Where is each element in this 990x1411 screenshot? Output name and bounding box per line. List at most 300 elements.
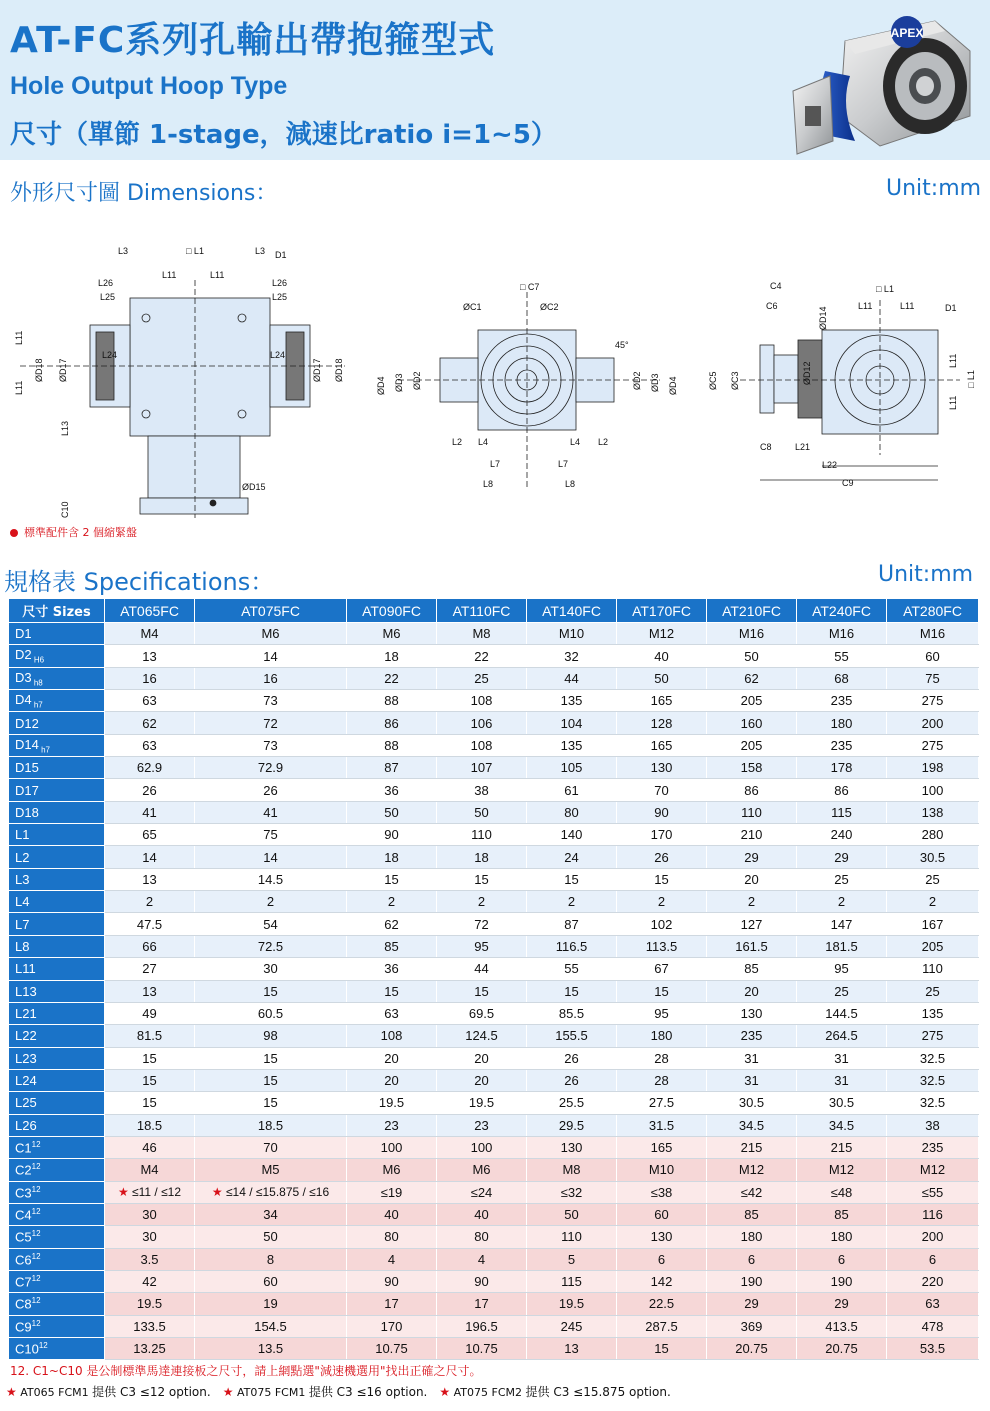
table-cell: 235 bbox=[797, 734, 887, 756]
table-cell: 29.5 bbox=[527, 1114, 617, 1136]
table-cell: 60 bbox=[887, 645, 979, 667]
table-cell: 15 bbox=[195, 1047, 347, 1069]
table-cell: 2 bbox=[707, 891, 797, 913]
table-cell: 240 bbox=[797, 824, 887, 846]
table-cell: 170 bbox=[617, 824, 707, 846]
table-cell: 98 bbox=[195, 1025, 347, 1047]
table-cell: 180 bbox=[797, 1226, 887, 1248]
table-cell: 198 bbox=[887, 757, 979, 779]
table-cell: ≤42 bbox=[707, 1181, 797, 1203]
table-row bbox=[9, 935, 979, 957]
row-label: L3 bbox=[9, 868, 105, 890]
table-cell: 200 bbox=[887, 712, 979, 734]
table-cell: 70 bbox=[195, 1136, 347, 1158]
table-cell: 22.5 bbox=[617, 1293, 707, 1315]
table-cell: ≤24 bbox=[437, 1181, 527, 1203]
table-cell: 13 bbox=[105, 868, 195, 890]
svg-text:L8: L8 bbox=[565, 479, 576, 489]
table-cell: 16 bbox=[105, 667, 195, 689]
table-cell: 86 bbox=[347, 712, 437, 734]
table-cell: 110 bbox=[887, 958, 979, 980]
table-row bbox=[9, 1248, 979, 1270]
row-label: D17 bbox=[9, 779, 105, 801]
table-header-row bbox=[9, 599, 979, 623]
table-cell: 107 bbox=[437, 757, 527, 779]
table-cell: 19.5 bbox=[527, 1293, 617, 1315]
row-label: $C4^{12}$ bbox=[9, 1203, 105, 1225]
row-label: D12 bbox=[9, 712, 105, 734]
table-cell: 14 bbox=[195, 846, 347, 868]
accessory-note: 標準配件含 2 個縮緊盤 bbox=[10, 524, 137, 540]
table-cell: 49 bbox=[105, 1002, 195, 1024]
table-cell: 116.5 bbox=[527, 935, 617, 957]
table-cell: 15 bbox=[195, 1092, 347, 1114]
row-label: L1 bbox=[9, 824, 105, 846]
table-cell: 14.5 bbox=[195, 868, 347, 890]
table-cell: 27 bbox=[105, 958, 195, 980]
table-cell: 66 bbox=[105, 935, 195, 957]
row-label: D2 $_{H6}$ bbox=[9, 645, 105, 667]
svg-text:ØD3: ØD3 bbox=[650, 373, 660, 392]
svg-text:ØD18: ØD18 bbox=[34, 358, 44, 382]
table-row bbox=[9, 868, 979, 890]
table-cell: M16 bbox=[887, 623, 979, 645]
svg-text:L21: L21 bbox=[795, 442, 811, 452]
table-cell: M16 bbox=[707, 623, 797, 645]
table-row bbox=[9, 1114, 979, 1136]
table-cell: 190 bbox=[797, 1270, 887, 1292]
table-cell: 20 bbox=[347, 1047, 437, 1069]
table-cell: 20 bbox=[437, 1069, 527, 1091]
svg-text:C6: C6 bbox=[766, 301, 778, 311]
table-cell: 4 bbox=[437, 1248, 527, 1270]
table-cell: 87 bbox=[347, 757, 437, 779]
table-cell: 413.5 bbox=[797, 1315, 887, 1337]
option-note: ★ AT065 FCM1 提供 C3 ≤12 option. bbox=[6, 1385, 211, 1399]
row-label: D18 bbox=[9, 801, 105, 823]
svg-text:L13: L13 bbox=[60, 420, 70, 436]
star-icon: ★ bbox=[439, 1385, 451, 1399]
table-cell: 26 bbox=[195, 779, 347, 801]
table-row bbox=[9, 645, 979, 667]
table-cell: 15 bbox=[105, 1047, 195, 1069]
table-cell: 2 bbox=[797, 891, 887, 913]
model-header: AT065FC bbox=[105, 599, 195, 623]
svg-text:L11: L11 bbox=[14, 330, 24, 345]
table-cell: 63 bbox=[105, 734, 195, 756]
table-cell: 15 bbox=[437, 868, 527, 890]
table-row bbox=[9, 824, 979, 846]
table-cell: 24 bbox=[527, 846, 617, 868]
dimensions-unit: Unit:mm bbox=[886, 176, 982, 201]
table-cell: 205 bbox=[887, 935, 979, 957]
table-cell: 104 bbox=[527, 712, 617, 734]
table-cell: 18 bbox=[347, 846, 437, 868]
dimension-drawings bbox=[0, 230, 990, 530]
table-cell: 15 bbox=[195, 980, 347, 1002]
table-cell: 25 bbox=[887, 980, 979, 1002]
table-cell: 20 bbox=[437, 1047, 527, 1069]
table-cell: 180 bbox=[617, 1025, 707, 1047]
svg-text:ØD2: ØD2 bbox=[412, 371, 422, 390]
table-cell: 73 bbox=[195, 734, 347, 756]
table-row bbox=[9, 734, 979, 756]
table-cell: 200 bbox=[887, 1226, 979, 1248]
table-row bbox=[9, 779, 979, 801]
table-cell: 158 bbox=[707, 757, 797, 779]
table-cell: 25 bbox=[797, 980, 887, 1002]
table-cell: 50 bbox=[527, 1203, 617, 1225]
table-cell: 50 bbox=[707, 645, 797, 667]
table-cell: 95 bbox=[617, 1002, 707, 1024]
table-cell: 69.5 bbox=[437, 1002, 527, 1024]
table-cell: 31 bbox=[797, 1047, 887, 1069]
table-cell: 280 bbox=[887, 824, 979, 846]
table-cell: 46 bbox=[105, 1136, 195, 1158]
table-cell: 44 bbox=[437, 958, 527, 980]
table-cell: 29 bbox=[797, 846, 887, 868]
table-cell: M8 bbox=[437, 623, 527, 645]
table-cell: 55 bbox=[797, 645, 887, 667]
table-cell: 30 bbox=[195, 958, 347, 980]
table-cell: 26 bbox=[617, 846, 707, 868]
table-cell: 140 bbox=[527, 824, 617, 846]
table-cell: 34.5 bbox=[707, 1114, 797, 1136]
option-note: ★ AT075 FCM2 提供 C3 ≤15.875 option. bbox=[439, 1385, 671, 1399]
option-footnotes bbox=[6, 1383, 683, 1400]
table-cell: 130 bbox=[707, 1002, 797, 1024]
table-cell: 178 bbox=[797, 757, 887, 779]
table-cell: 25 bbox=[797, 868, 887, 890]
option-note: ★ AT075 FCM1 提供 C3 ≤16 option. bbox=[222, 1385, 428, 1399]
table-cell: 106 bbox=[437, 712, 527, 734]
svg-text:ØC5: ØC5 bbox=[708, 371, 718, 390]
table-row bbox=[9, 1069, 979, 1091]
table-cell: 180 bbox=[707, 1226, 797, 1248]
table-cell: 80 bbox=[437, 1226, 527, 1248]
table-cell: 115 bbox=[797, 801, 887, 823]
table-cell: 142 bbox=[617, 1270, 707, 1292]
table-cell: ≤32 bbox=[527, 1181, 617, 1203]
svg-text:L7: L7 bbox=[490, 459, 501, 469]
table-row bbox=[9, 1092, 979, 1114]
table-cell: 275 bbox=[887, 734, 979, 756]
table-cell: 161.5 bbox=[707, 935, 797, 957]
table-cell: 68 bbox=[797, 667, 887, 689]
table-cell: 155.5 bbox=[527, 1025, 617, 1047]
svg-text:□ C7: □ C7 bbox=[520, 282, 540, 292]
table-cell: 38 bbox=[437, 779, 527, 801]
table-cell: 15 bbox=[527, 980, 617, 1002]
svg-text:L24: L24 bbox=[270, 350, 286, 360]
table-cell: 30.5 bbox=[707, 1092, 797, 1114]
row-label: D1 bbox=[9, 623, 105, 645]
table-cell: 108 bbox=[437, 690, 527, 712]
table-cell: 15 bbox=[347, 980, 437, 1002]
row-label: $C1^{12}$ bbox=[9, 1136, 105, 1158]
table-cell: 20 bbox=[347, 1069, 437, 1091]
table-cell: 2 bbox=[617, 891, 707, 913]
table-cell: 144.5 bbox=[797, 1002, 887, 1024]
table-cell: 15 bbox=[527, 868, 617, 890]
table-row bbox=[9, 958, 979, 980]
table-cell: 18.5 bbox=[195, 1114, 347, 1136]
table-cell: 2 bbox=[437, 891, 527, 913]
svg-text:C4: C4 bbox=[770, 281, 782, 291]
svg-text:ØC3: ØC3 bbox=[730, 371, 740, 390]
table-cell: 32 bbox=[527, 645, 617, 667]
table-cell: 210 bbox=[707, 824, 797, 846]
row-label: L25 bbox=[9, 1092, 105, 1114]
table-cell: 15 bbox=[437, 980, 527, 1002]
table-cell: 65 bbox=[105, 824, 195, 846]
table-row bbox=[9, 1338, 979, 1360]
table-cell: 165 bbox=[617, 734, 707, 756]
table-cell: 85 bbox=[797, 1203, 887, 1225]
svg-text:L11: L11 bbox=[900, 301, 915, 311]
table-cell: M6 bbox=[347, 623, 437, 645]
table-cell: 205 bbox=[707, 734, 797, 756]
footnote-12: 12. C1~C10 是公制標準馬達連接板之尺寸，請上網點選"減速機選用"找出正確之尺寸。 bbox=[10, 1364, 482, 1378]
table-cell: 60.5 bbox=[195, 1002, 347, 1024]
table-cell: 190 bbox=[707, 1270, 797, 1292]
table-cell: 154.5 bbox=[195, 1315, 347, 1337]
row-label: $C7^{12}$ bbox=[9, 1270, 105, 1292]
table-cell: 62 bbox=[707, 667, 797, 689]
table-cell: M12 bbox=[617, 623, 707, 645]
table-cell: 3.5 bbox=[105, 1248, 195, 1270]
table-cell: 40 bbox=[437, 1203, 527, 1225]
table-cell: 235 bbox=[887, 1136, 979, 1158]
table-cell: M16 bbox=[797, 623, 887, 645]
table-cell: 30.5 bbox=[887, 846, 979, 868]
table-row bbox=[9, 1203, 979, 1225]
svg-text:C8: C8 bbox=[760, 442, 772, 452]
table-cell: 26 bbox=[527, 1069, 617, 1091]
table-cell: 13 bbox=[105, 980, 195, 1002]
table-cell: 87 bbox=[527, 913, 617, 935]
table-cell: 124.5 bbox=[437, 1025, 527, 1047]
row-label: $C5^{12}$ bbox=[9, 1226, 105, 1248]
table-cell: M12 bbox=[707, 1159, 797, 1181]
table-cell: 90 bbox=[347, 1270, 437, 1292]
table-cell: M4 bbox=[105, 623, 195, 645]
table-cell: ≤19 bbox=[347, 1181, 437, 1203]
table-cell: 180 bbox=[797, 712, 887, 734]
table-cell: 102 bbox=[617, 913, 707, 935]
table-cell: 30.5 bbox=[797, 1092, 887, 1114]
svg-text:L26: L26 bbox=[98, 278, 114, 288]
row-label: D4 $_{h7}$ bbox=[9, 690, 105, 712]
stage-ratio-title: 尺寸（單節 1-stage，減速比ratio i=1~5） bbox=[10, 120, 557, 150]
table-cell: 40 bbox=[617, 645, 707, 667]
table-row bbox=[9, 757, 979, 779]
table-cell: 26 bbox=[105, 779, 195, 801]
table-cell: 138 bbox=[887, 801, 979, 823]
table-cell: 85 bbox=[347, 935, 437, 957]
table-cell: 165 bbox=[617, 690, 707, 712]
svg-text:L11: L11 bbox=[858, 301, 873, 311]
table-cell: 14 bbox=[195, 645, 347, 667]
table-cell: ★ ≤14 / ≤15.875 / ≤16 bbox=[195, 1181, 347, 1203]
table-cell: M12 bbox=[797, 1159, 887, 1181]
table-row bbox=[9, 690, 979, 712]
table-cell: 60 bbox=[195, 1270, 347, 1292]
row-label: L22 bbox=[9, 1025, 105, 1047]
product-photo bbox=[785, 6, 985, 156]
table-cell: M12 bbox=[887, 1159, 979, 1181]
table-cell: 75 bbox=[887, 667, 979, 689]
table-cell: 75 bbox=[195, 824, 347, 846]
model-header: AT090FC bbox=[347, 599, 437, 623]
table-row bbox=[9, 1047, 979, 1069]
svg-text:L2: L2 bbox=[598, 437, 609, 447]
table-cell: 264.5 bbox=[797, 1025, 887, 1047]
svg-text:D1: D1 bbox=[275, 250, 287, 260]
row-label: L7 bbox=[9, 913, 105, 935]
table-cell: 61 bbox=[527, 779, 617, 801]
bullet-dot-icon bbox=[10, 529, 18, 537]
svg-text:ØD17: ØD17 bbox=[58, 358, 68, 382]
table-row bbox=[9, 1159, 979, 1181]
svg-text:L8: L8 bbox=[483, 479, 494, 489]
svg-text:ØD14: ØD14 bbox=[818, 306, 828, 330]
table-cell: 41 bbox=[105, 801, 195, 823]
svg-text:L25: L25 bbox=[100, 292, 116, 302]
table-cell: 85 bbox=[707, 958, 797, 980]
table-cell: 2 bbox=[527, 891, 617, 913]
row-label: L23 bbox=[9, 1047, 105, 1069]
table-cell: 128 bbox=[617, 712, 707, 734]
table-row bbox=[9, 980, 979, 1002]
table-cell: 29 bbox=[707, 846, 797, 868]
table-cell: 2 bbox=[105, 891, 195, 913]
table-cell: 62 bbox=[347, 913, 437, 935]
table-cell: 31 bbox=[707, 1047, 797, 1069]
table-cell: 72.9 bbox=[195, 757, 347, 779]
table-cell: 72 bbox=[437, 913, 527, 935]
table-cell: 6 bbox=[707, 1248, 797, 1270]
model-header: AT075FC bbox=[195, 599, 347, 623]
table-cell: 73 bbox=[195, 690, 347, 712]
table-cell: 10.75 bbox=[347, 1338, 437, 1360]
star-icon: ★ bbox=[222, 1385, 234, 1399]
table-cell: 31 bbox=[797, 1069, 887, 1091]
row-label: $C6^{12}$ bbox=[9, 1248, 105, 1270]
table-cell: 28 bbox=[617, 1069, 707, 1091]
table-cell: 54 bbox=[195, 913, 347, 935]
model-header: AT170FC bbox=[617, 599, 707, 623]
svg-text:L11: L11 bbox=[162, 270, 177, 280]
table-cell: 26 bbox=[527, 1047, 617, 1069]
specifications-title: 規格表 Specifications： bbox=[4, 568, 275, 596]
table-cell: 135 bbox=[527, 734, 617, 756]
row-label: $C10^{12}$ bbox=[9, 1338, 105, 1360]
table-row bbox=[9, 846, 979, 868]
table-cell: 115 bbox=[527, 1270, 617, 1292]
table-cell: 20 bbox=[707, 980, 797, 1002]
table-cell: 110 bbox=[437, 824, 527, 846]
table-cell: 105 bbox=[527, 757, 617, 779]
svg-text:ØD4: ØD4 bbox=[376, 376, 386, 395]
svg-text:L26: L26 bbox=[272, 278, 288, 288]
table-row bbox=[9, 1315, 979, 1337]
table-cell: 2 bbox=[347, 891, 437, 913]
table-cell: 50 bbox=[347, 801, 437, 823]
specifications-table bbox=[8, 598, 979, 1360]
row-label: D15 bbox=[9, 757, 105, 779]
table-cell: 369 bbox=[707, 1315, 797, 1337]
table-cell: 53.5 bbox=[887, 1338, 979, 1360]
table-cell: 10.75 bbox=[437, 1338, 527, 1360]
table-row bbox=[9, 913, 979, 935]
specifications-unit: Unit:mm bbox=[878, 562, 974, 587]
brand-logo: APEX bbox=[890, 26, 924, 40]
table-cell: 19.5 bbox=[105, 1293, 195, 1315]
table-cell: 13.5 bbox=[195, 1338, 347, 1360]
table-cell: 90 bbox=[617, 801, 707, 823]
table-cell: 29 bbox=[707, 1293, 797, 1315]
table-cell: 15 bbox=[347, 868, 437, 890]
svg-text:L2: L2 bbox=[452, 437, 463, 447]
table-cell: M10 bbox=[527, 623, 617, 645]
table-cell: 41 bbox=[195, 801, 347, 823]
table-row bbox=[9, 1226, 979, 1248]
table-row bbox=[9, 623, 979, 645]
table-cell: 100 bbox=[437, 1136, 527, 1158]
table-cell: 62 bbox=[105, 712, 195, 734]
sizes-header: 尺寸 Sizes bbox=[9, 599, 105, 623]
svg-text:L11: L11 bbox=[14, 380, 24, 395]
table-cell: 80 bbox=[527, 801, 617, 823]
table-cell: 40 bbox=[347, 1203, 437, 1225]
svg-text:L22: L22 bbox=[822, 460, 838, 470]
table-cell: 100 bbox=[347, 1136, 437, 1158]
table-cell: M5 bbox=[195, 1159, 347, 1181]
table-cell: 32.5 bbox=[887, 1047, 979, 1069]
header-banner bbox=[0, 0, 990, 160]
table-cell: 275 bbox=[887, 1025, 979, 1047]
table-cell: M10 bbox=[617, 1159, 707, 1181]
row-label: $C3^{12}$ bbox=[9, 1181, 105, 1203]
table-cell: 22 bbox=[347, 667, 437, 689]
row-label: $C2^{12}$ bbox=[9, 1159, 105, 1181]
table-row bbox=[9, 891, 979, 913]
table-cell: 44 bbox=[527, 667, 617, 689]
row-label: L4 bbox=[9, 891, 105, 913]
table-cell: 167 bbox=[887, 913, 979, 935]
table-cell: 2 bbox=[195, 891, 347, 913]
svg-text:L24: L24 bbox=[102, 350, 118, 360]
table-cell: 29 bbox=[797, 1293, 887, 1315]
row-label: D3 $_{h8}$ bbox=[9, 667, 105, 689]
svg-text:L7: L7 bbox=[558, 459, 569, 469]
table-cell: 63 bbox=[347, 1002, 437, 1024]
table-cell: 235 bbox=[797, 690, 887, 712]
svg-text:ØC2: ØC2 bbox=[540, 302, 559, 312]
table-cell: 30 bbox=[105, 1226, 195, 1248]
table-cell: 86 bbox=[707, 779, 797, 801]
svg-text:L11: L11 bbox=[210, 270, 225, 280]
table-cell: 6 bbox=[887, 1248, 979, 1270]
table-cell: 100 bbox=[887, 779, 979, 801]
row-label: D14 $_{h7}$ bbox=[9, 734, 105, 756]
table-cell: 127 bbox=[707, 913, 797, 935]
svg-text:L3: L3 bbox=[255, 246, 266, 256]
svg-text:ØC1: ØC1 bbox=[463, 302, 482, 312]
table-cell: 23 bbox=[347, 1114, 437, 1136]
table-cell: 72.5 bbox=[195, 935, 347, 957]
